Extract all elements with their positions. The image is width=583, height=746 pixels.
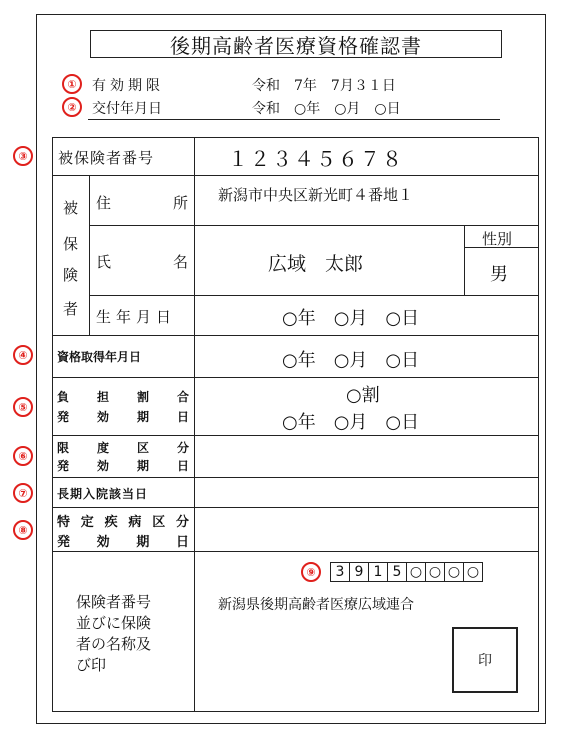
- row-line-9: [52, 551, 539, 552]
- marker-6: ⑥: [13, 446, 33, 466]
- insured-group-divider: [89, 175, 90, 335]
- marker-8: ⑧: [13, 520, 33, 540]
- insurer-number-digit-8: ○: [463, 562, 483, 582]
- burden-label-line2: 発 効 期 日: [57, 410, 189, 424]
- insured-group-char-1: 被: [63, 199, 79, 217]
- marker-4: ④: [13, 345, 33, 365]
- name-value: 広域 太郎: [268, 253, 364, 275]
- insurer-name: 新潟県後期高齢者医療広域連合: [218, 597, 414, 613]
- insurer-number-boxes: [330, 562, 483, 582]
- main-column-divider: [194, 137, 195, 712]
- row-line-6: [52, 435, 539, 436]
- insured-group-char-4: 者: [63, 300, 79, 318]
- marker-7: ⑦: [13, 483, 33, 503]
- acquired-label: 資格取得年月日: [57, 350, 142, 364]
- limit-label-line2: 発 効 期 日: [57, 459, 189, 473]
- seal-stamp-box: 印: [452, 627, 518, 693]
- row-line-4: [52, 335, 539, 336]
- insurer-label-line3: 者の名称及: [76, 635, 152, 653]
- row-line-8: [52, 507, 539, 508]
- long-term-label: 長期入院該当日: [57, 487, 149, 501]
- insurer-label-line1: 保険者番号: [76, 593, 152, 611]
- issue-date-value: 令和 ○年 ○月 ○日: [252, 101, 401, 117]
- insurer-number-digit-4: 5: [387, 562, 407, 582]
- marker-1: ①: [62, 74, 82, 94]
- insurer-label-line2: 並びに保険: [76, 614, 152, 632]
- burden-date-value: ○年 ○月 ○日: [282, 412, 420, 433]
- limit-label-line1: 限 度 区 分: [57, 441, 189, 455]
- insured-group-char-2: 保: [63, 235, 79, 253]
- insured-number-value: １２３４５６７８: [228, 147, 404, 171]
- marker-5: ⑤: [13, 397, 33, 417]
- specified-label-line1: 特 定 疾 病 区 分: [57, 515, 189, 530]
- insurer-number-digit-7: ○: [444, 562, 464, 582]
- specified-label-line2: 発 効 期 日: [57, 535, 189, 550]
- issue-date-label: 交付年月日: [92, 101, 162, 117]
- birth-label: 生年月日: [96, 308, 177, 326]
- insured-number-label: 被保険者番号: [58, 149, 155, 167]
- marker-2: ②: [62, 97, 82, 117]
- gender-value: 男: [490, 264, 508, 285]
- row-line-3: [89, 295, 539, 296]
- address-label-b: 所: [173, 194, 189, 212]
- insurer-number-digit-6: ○: [425, 562, 445, 582]
- name-label-b: 名: [173, 253, 189, 271]
- address-label-a: 住: [96, 194, 112, 212]
- row-line-5: [52, 377, 539, 378]
- gender-column-divider: [464, 225, 465, 295]
- header-underline: [88, 119, 500, 120]
- marker-9: ⑨: [301, 562, 321, 582]
- address-value: 新潟市中央区新光町４番地１: [218, 186, 414, 204]
- document-title: 後期高齢者医療資格確認書: [90, 30, 502, 58]
- valid-period-label: 有効期限: [92, 78, 164, 94]
- row-line-1: [52, 175, 539, 176]
- insurer-label-line4: び印: [76, 656, 107, 674]
- insured-group-char-3: 険: [63, 266, 79, 284]
- acquired-value: ○年 ○月 ○日: [282, 350, 420, 371]
- insurer-number-digit-3: 1: [368, 562, 388, 582]
- insurer-number-digit-1: 3: [330, 562, 350, 582]
- burden-ratio-value: ○割: [346, 385, 380, 406]
- birth-value: ○年 ○月 ○日: [282, 308, 420, 329]
- insurer-number-digit-5: ○: [406, 562, 426, 582]
- marker-3: ③: [13, 146, 33, 166]
- name-label-a: 氏: [96, 253, 112, 271]
- burden-label-line1: 負 担 割 合: [57, 390, 189, 404]
- row-line-2: [89, 225, 539, 226]
- row-line-7: [52, 477, 539, 478]
- gender-label: 性別: [482, 230, 513, 248]
- valid-period-value: 令和 7年 7月３１日: [252, 78, 396, 94]
- insurer-number-digit-2: 9: [349, 562, 369, 582]
